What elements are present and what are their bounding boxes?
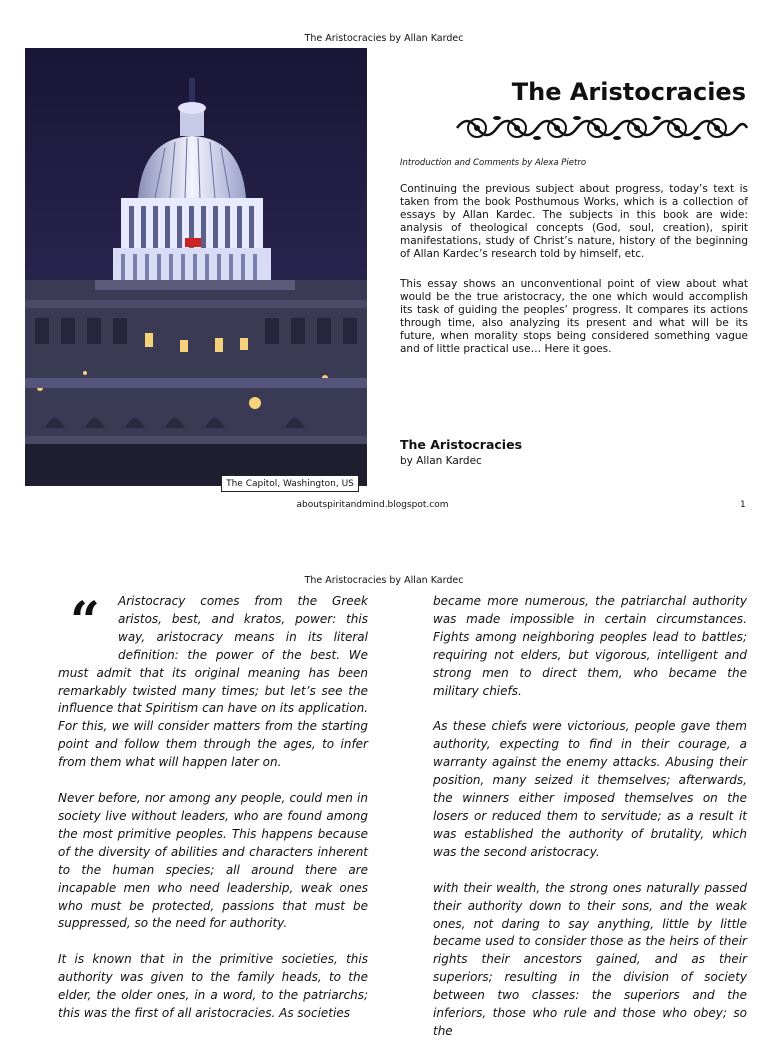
footer-url: aboutspiritandmind.blogspot.com: [296, 500, 449, 510]
paragraph: Never before, nor among any people, could men in society live without leaders, who are found among the most primitive peoples. This happens because of the diversity of abilities and characters inherent to the human species; all around there are incapable men who need leadership, weak ones who must be protected, passions that must be suppressed, so the need for authority.: [58, 791, 368, 931]
paragraph: It is known that in the primitive societies, this authority was given to the family heads, to the elder, the older ones, in a word, to the patriarchs; this was the first of all aristocracies. As societies: [58, 952, 368, 1021]
intro-paragraph-2: This essay shows an unconventional point of view about what would be the true aristocracy, the one which would accomplish its task of guiding the peoples’ progress. It compares its actions through time, also analyzing its present and what will be its future, when morality stops being considered something vague and of little practical use… Here it goes.: [400, 278, 748, 355]
paragraph: with their wealth, the strong ones naturally passed their authority down to their sons, and the weak ones, not daring to say anything, little by little became used to consider those as the heirs of their rights their ancestors gained, and as their superiors; resulting in the division of society between two classes: the superiors and the inferiors, those who rule and those who obey; so the: [433, 880, 747, 1038]
running-header: The Aristocracies by Allan Kardec: [304, 33, 464, 44]
page-number: 1: [740, 500, 746, 510]
essay-title: The Aristocracies: [400, 437, 523, 452]
capitol-building-image: [25, 48, 367, 486]
intro-credit: Introduction and Comments by Alexa Pietro: [400, 158, 587, 168]
paragraph: As these chiefs were victorious, people gave them authority, expecting to find in their courage, a warranty against the enemy attacks. Abusing their position, many seized it themselves; afterwards, the winners either imposed themselves on the losers or reduced them to servitude; as a result it was established the authority of brutality, which was the second aristocracy.: [433, 719, 747, 859]
quote-mark: “: [70, 591, 100, 652]
paragraph-text: Aristocracy comes from the Greek aristos, best, and kratos, power: this way, aristocracy means in its literal definition: the power of the best. We must admit that its original meaning has been remarkably twisted many times; but let’s see the influence that Spiritism can have on its application. For this, we will consider matters from the starting point and follow them through the ages, to infer from them what will happen later on.: [58, 594, 368, 770]
capitol-photo: [25, 48, 367, 486]
paragraph: became more numerous, the patriarchal authority was made impossible in certain circumstances. Fights among neighboring peoples lead to battles; requiring not elders, but vigorous, intelligent and strong men to direct them, who became the military chiefs.: [433, 594, 747, 698]
body-column-right: [433, 593, 747, 1059]
essay-author: by Allan Kardec: [400, 455, 482, 467]
photo-caption: The Capitol, Washington, US: [221, 475, 359, 492]
dropcap-space: [58, 591, 118, 652]
running-header-page2: The Aristocracies by Allan Kardec: [304, 575, 464, 586]
intro-paragraph-1: Continuing the previous subject about progress, today’s text is taken from the book Posthumous Works, which is a collection of essays by Allan Kardec. The subjects in this book are wide: analysis of theological concepts (God, soul, creation), spirit manifestations, study of Christ’s nature, history of the beginning of Allan Kardec’s research told by himself, etc.: [400, 183, 748, 260]
floral-ornament: [455, 110, 749, 146]
page-title: The Aristocracies: [511, 78, 746, 106]
paragraph: [58, 593, 368, 772]
body-column-left: [58, 593, 368, 1041]
